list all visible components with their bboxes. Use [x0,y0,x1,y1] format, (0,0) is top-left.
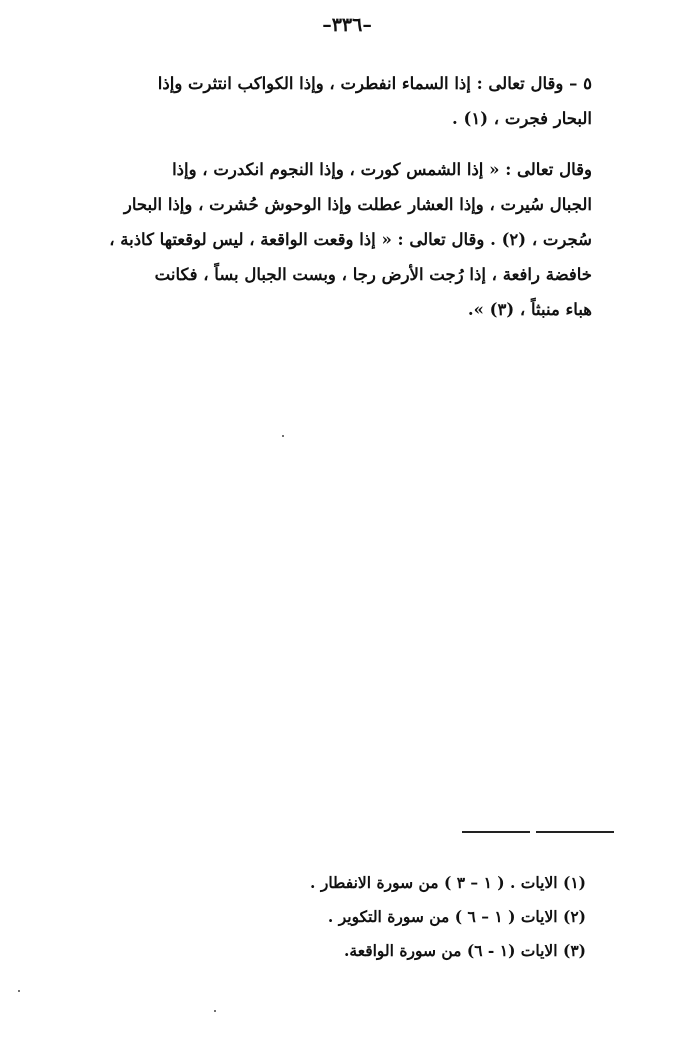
text-line: هباء منبثاً ، (٣) ». [467,300,592,319]
scan-speck [282,435,284,437]
footnote-separator [536,831,614,833]
page-number: –٣٣٦– [322,14,372,36]
footnote-2: (٢) الايات ( ١ – ٦ ) من سورة التكوير . [327,907,586,926]
text-line: سُجرت ، (٢) . وقال تعالى : « إذا وقعت الواقعة ، ليس لوقعتها كاذبة ، [109,230,592,249]
scan-speck [18,990,20,992]
paragraph-verses-takwir-waqia [78,152,592,327]
text-line: الجبال سُيرت ، وإذا العشار عطلت وإذا الوحوش حُشرت ، وإذا البحار [123,195,592,214]
footnotes [200,866,586,968]
text-line: ٥ – وقال تعالى : إذا السماء انفطرت ، وإذا الكواكب انتثرت وإذا [157,74,592,93]
text-line: البحار فجرت ، (١) . [452,109,592,128]
text-line: وقال تعالى : « إذا الشمس كورت ، وإذا النجوم انكدرت ، وإذا [172,160,592,179]
paragraph-verse-infitar [78,66,592,136]
footnote-separator [462,831,530,833]
footnote-3: (٣) الايات (١ - ٦) من سورة الواقعة. [344,941,586,960]
text-line: خافضة رافعة ، إذا رُجت الأرض رجا ، وبست الجبال بساً ، فكانت [154,265,592,284]
scan-speck [214,1010,216,1012]
footnote-1: (١) الايات . ( ١ – ٣ ) من سورة الانفطار . [310,873,586,892]
